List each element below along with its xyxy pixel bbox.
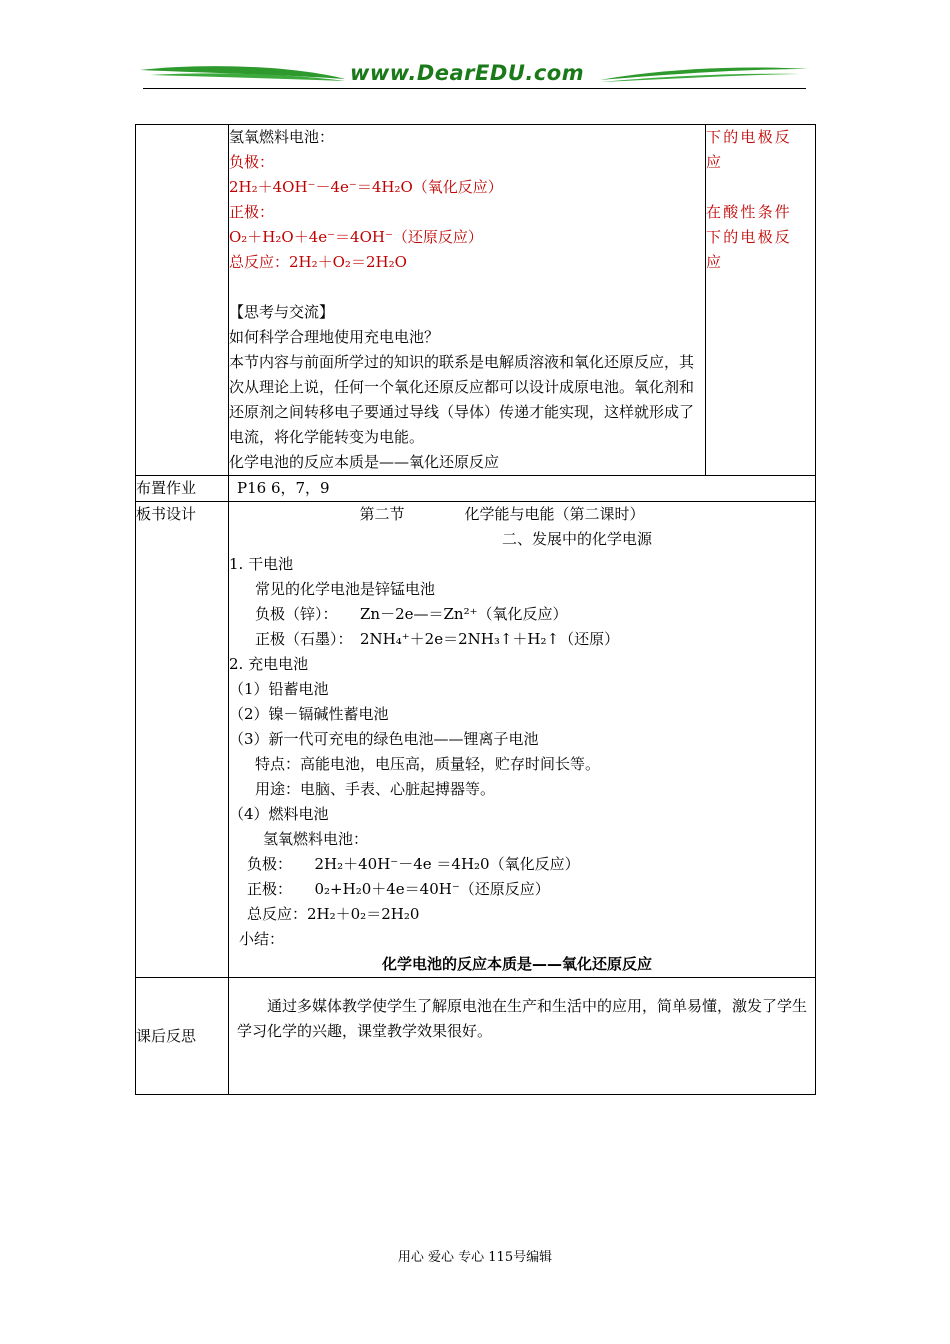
content-line: 总反应：2H₂＋O₂＝2H₂O bbox=[229, 253, 407, 271]
content-line: 2H₂＋4OH⁻－4e⁻＝4H₂O（氧化反应） bbox=[229, 178, 503, 196]
board-line: （4）燃料电池 bbox=[229, 805, 329, 823]
content-line: 如何科学合理地使用充电电池？ bbox=[229, 328, 440, 346]
site-logo: www.DearEDU.com bbox=[350, 61, 585, 85]
reflection-row bbox=[136, 978, 816, 1095]
content-line: 负极： bbox=[229, 153, 275, 171]
content-line bbox=[229, 275, 705, 300]
content-line: O₂＋H₂O＋4e⁻＝4OH⁻（还原反应） bbox=[229, 228, 483, 246]
side-note: 应 bbox=[706, 153, 724, 171]
board-line: 氢氧燃料电池： bbox=[263, 830, 369, 848]
board-line: （1）铅蓄电池 bbox=[229, 680, 329, 698]
content-paragraph: 本节内容与前面所学过的知识的联系是电解质溶液和氧化还原反应，其次从理论上说，任何一个氧化还原反应都可以设计成原电池。氧化剂和还原剂之间转移电子要通过导线（导体）传递才能实现，这样就形成了电流，将化学能转变为电能。 bbox=[229, 353, 695, 446]
board-line: （2）镍－镉碱性蓄电池 bbox=[229, 705, 389, 723]
side-note-cell bbox=[706, 125, 816, 476]
reflection-content: 通过多媒体教学使学生了解原电池在生产和生活中的应用，简单易懂，激发了学生学习化学的兴趣，课堂教学效果很好。 bbox=[237, 997, 808, 1040]
empty-label-cell bbox=[136, 125, 229, 476]
board-line: 负极： 2H₂＋40H⁻－4e ＝4H₂0（氧化反应） bbox=[247, 855, 580, 873]
side-note: 下的电极反 bbox=[706, 128, 793, 146]
content-row bbox=[136, 125, 816, 476]
content-line: 化学电池的反应本质是——氧化还原反应 bbox=[229, 453, 500, 471]
reflection-cell bbox=[229, 978, 816, 1095]
page-header bbox=[140, 55, 810, 95]
reflection-label: 课后反思 bbox=[136, 978, 229, 1095]
homework-row bbox=[136, 476, 816, 502]
board-line: 2. 充电电池 bbox=[229, 655, 309, 673]
board-line: 正极（石墨）： 2NH₄⁺＋2e＝2NH₃↑＋H₂↑（还原） bbox=[255, 630, 620, 648]
content-line: 【思考与交流】 bbox=[229, 303, 335, 321]
board-line: 正极： 0₂+H₂0＋4e＝40H⁻（还原反应） bbox=[247, 880, 550, 898]
board-line: 特点：高能电池，电压高，质量轻，贮存时间长等。 bbox=[255, 755, 601, 773]
homework-label: 布置作业 bbox=[136, 476, 229, 502]
board-label: 板书设计 bbox=[136, 502, 229, 978]
homework-content: P16 6，7，9 bbox=[229, 476, 816, 502]
side-note: 下的电极反 bbox=[706, 228, 793, 246]
board-line: 用途：电脑、手表、心脏起搏器等。 bbox=[255, 780, 496, 798]
board-title: 第二节 化学能与电能（第二课时） bbox=[359, 505, 645, 523]
side-note: 应 bbox=[706, 253, 724, 271]
side-note: 在酸性条件 bbox=[706, 203, 793, 221]
content-line: 正极： bbox=[229, 203, 275, 221]
page-footer: 用心 爱心 专心 115号编辑 bbox=[397, 1250, 553, 1265]
board-subtitle: 二、发展中的化学电源 bbox=[501, 530, 652, 548]
board-line: 1. 干电池 bbox=[229, 555, 294, 573]
side-note bbox=[706, 175, 815, 200]
board-content bbox=[229, 502, 816, 978]
board-line: 总反应：2H₂＋0₂＝2H₂0 bbox=[247, 905, 420, 923]
board-line: 负极（锌）： Zn－2e—＝Zn²⁺（氧化反应） bbox=[255, 605, 568, 623]
content-cell bbox=[229, 125, 706, 476]
header-divider bbox=[143, 88, 806, 89]
board-line: 小结： bbox=[239, 930, 285, 948]
lesson-table bbox=[135, 124, 816, 1095]
board-line: 常见的化学电池是锌锰电池 bbox=[255, 580, 436, 598]
board-line: （3）新一代可充电的绿色电池——锂离子电池 bbox=[229, 730, 539, 748]
board-summary: 化学电池的反应本质是——氧化还原反应 bbox=[381, 955, 652, 973]
board-row bbox=[136, 502, 816, 978]
content-line: 氢氧燃料电池： bbox=[229, 128, 335, 146]
